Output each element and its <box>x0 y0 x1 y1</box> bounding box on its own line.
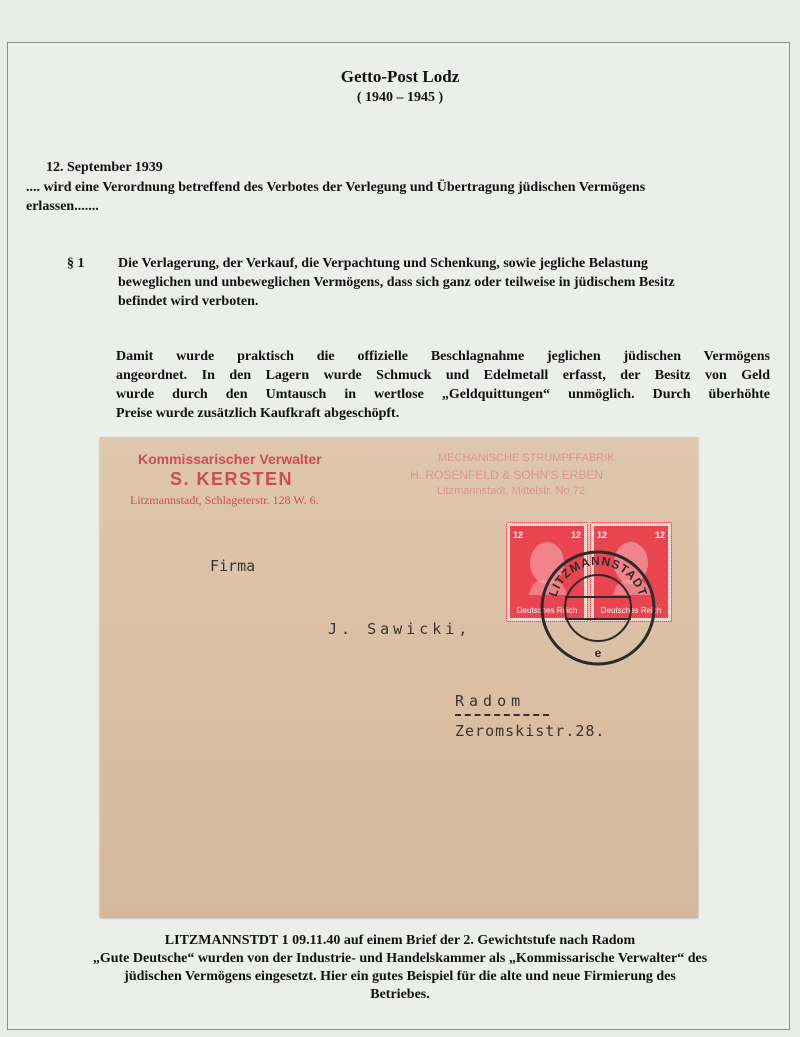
address-line: J. Sawicki, <box>328 620 472 638</box>
intro-date: 12. September 1939 <box>46 160 163 175</box>
envelope-image <box>100 437 698 917</box>
remark-line: angeordnet. In den Lagern wurde Schmuck und Edelmetall erfasst, der Besitz von Geld <box>116 368 770 383</box>
caption <box>0 932 800 1004</box>
remark-line: Damit wurde praktisch die offizielle Beschlagnahme jeglichen jüdischen Vermögens <box>116 349 770 364</box>
remark-text <box>116 347 770 423</box>
paragraph-number: § 1 <box>67 256 85 271</box>
stamp-country: Deutsches Reich <box>516 606 578 615</box>
sender-name: S. KERSTEN <box>170 469 294 489</box>
intro-line: erlassen....... <box>26 199 99 214</box>
address-underline <box>455 714 549 716</box>
postmark-text: LITZMANNSTADT <box>545 553 651 599</box>
svg-text:LITZMANNSTADT <box>546 554 650 599</box>
page-subtitle: ( 1940 – 1945 ) <box>356 90 444 105</box>
paragraph-text <box>118 254 778 311</box>
paragraph-line: beweglichen und unbeweglichen Vermögens, dass sich ganz oder teilweise in jüdischem Besitz <box>118 275 675 290</box>
old-company-line: H. ROSENFELD & SOHN'S ERBEN <box>410 468 603 482</box>
sender-title: Kommissarischer Verwalter <box>138 451 322 467</box>
caption-line: LITZMANNSTDT 1 09.11.40 auf einem Brief der 2. Gewichtstufe nach Radom <box>164 933 636 948</box>
caption-line: Betriebes. <box>370 987 430 1002</box>
intro-text <box>26 178 766 216</box>
remark-line: wurde durch den Umtausch in wertlose „Geldquittungen“ unmöglich. Durch überhöhte <box>116 387 770 402</box>
remark-line: Preise wurde zusätzlich Kaufkraft abgeschöpft. <box>116 406 400 421</box>
intro-line: .... wird eine Verordnung betreffend des Verbotes der Verlegung und Übertragung jüdischen Vermögens <box>26 180 646 195</box>
page-title: Getto-Post Lodz <box>340 67 460 86</box>
address-line: Firma <box>210 557 256 575</box>
caption-line: „Gute Deutsche“ wurden von der Industrie- und Handelskammer als „Kommissarische Verwalter“ des <box>92 951 708 966</box>
stamp-value: 12 <box>654 530 665 540</box>
caption-line: jüdischen Vermögens eingesetzt. Hier ein gutes Beispiel für die alte und neue Firmierung des <box>124 969 676 984</box>
address-line: Zeromskistr.28. <box>455 722 606 740</box>
paragraph-line: befindet wird verboten. <box>118 294 259 309</box>
stamp-value: 12 <box>570 530 581 540</box>
stamp-country: Deutsches Reich <box>600 606 662 615</box>
paragraph-line: Die Verlagerung, der Verkauf, die Verpachtung und Schenkung, sowie jegliche Belastung <box>118 256 648 271</box>
postmark-icon <box>535 545 661 671</box>
address-line: Radom <box>455 692 526 710</box>
old-company-line: MECHANISCHE STRUMPFFABRIK <box>438 452 615 464</box>
old-company-line: Litzmannstadt, Mittelstr. No 72 <box>437 485 585 497</box>
stamp-value: 12 <box>597 530 608 540</box>
postmark-letter: e <box>594 646 602 660</box>
sender-address: Litzmannstadt, Schlageterstr. 128 W. 6. <box>130 493 319 507</box>
stamp-value: 12 <box>513 530 524 540</box>
